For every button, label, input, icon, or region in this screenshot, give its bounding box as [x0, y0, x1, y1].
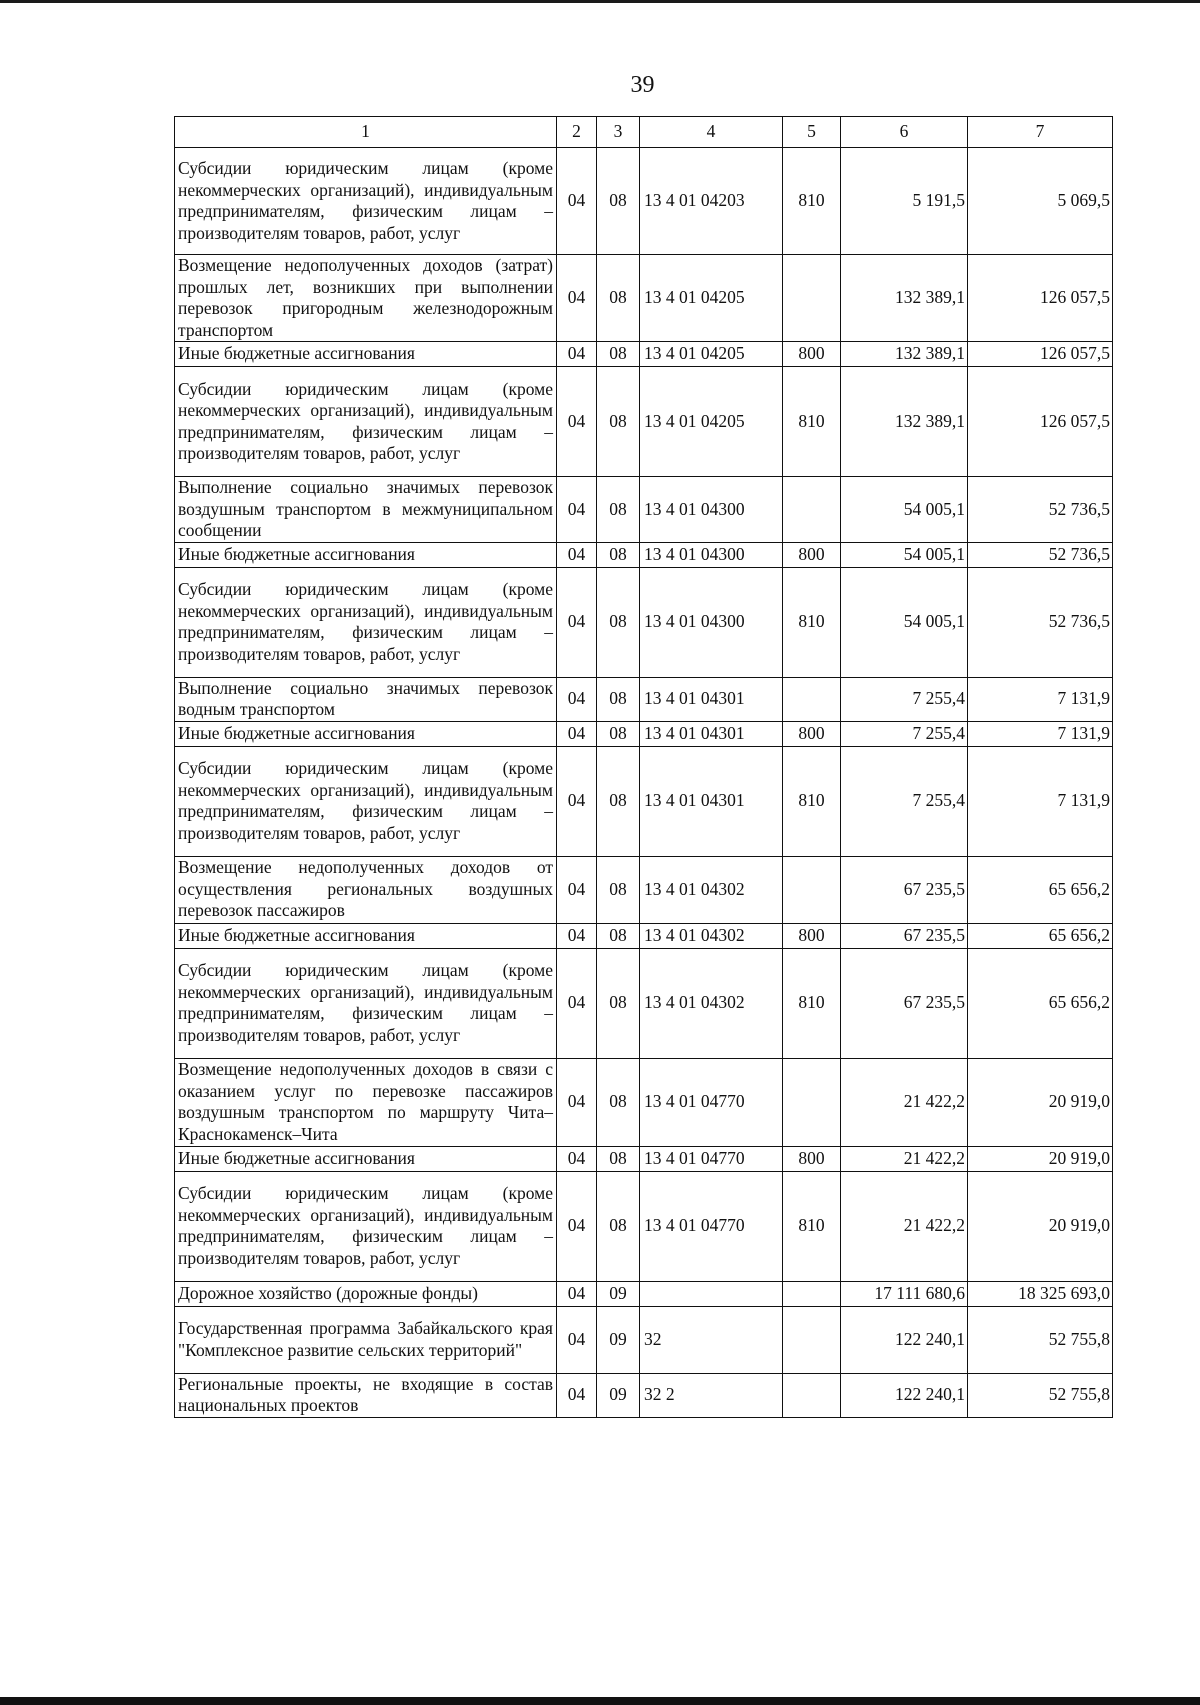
expense-type-cell — [783, 477, 841, 543]
expense-type-cell: 810 — [783, 367, 841, 477]
table-row — [175, 367, 1113, 477]
item-name-cell: Субсидии юридическим лицам (кроме некоммерческих организаций), индивидуальным предпринимателям, физическим лицам – производителям товаров, работ, услуг — [175, 148, 557, 255]
expense-type-cell: 800 — [783, 542, 841, 567]
amount-col7-cell: 52 755,8 — [968, 1306, 1113, 1373]
target-article-cell — [640, 1281, 783, 1306]
item-name-cell: Субсидии юридическим лицам (кроме некоммерческих организаций), индивидуальным предпринимателям, физическим лицам – производителям товаров, работ, услуг — [175, 567, 557, 677]
expense-type-cell: 810 — [783, 1171, 841, 1281]
expense-type-cell: 810 — [783, 746, 841, 856]
item-name-cell: Иные бюджетные ассигнования — [175, 923, 557, 948]
item-name-cell: Выполнение социально значимых перевозок воздушным транспортом в межмуниципальном сообщении — [175, 477, 557, 543]
amount-col6-cell: 67 235,5 — [841, 923, 968, 948]
amount-col6-cell: 122 240,1 — [841, 1306, 968, 1373]
amount-col6-cell: 17 111 680,6 — [841, 1281, 968, 1306]
subsection-code-cell: 08 — [597, 1058, 640, 1146]
amount-col6-cell: 67 235,5 — [841, 948, 968, 1058]
subsection-code-cell: 08 — [597, 923, 640, 948]
subsection-code-cell: 09 — [597, 1281, 640, 1306]
expense-type-cell: 810 — [783, 948, 841, 1058]
column-header: 2 — [557, 117, 597, 148]
target-article-cell: 13 4 01 04302 — [640, 948, 783, 1058]
section-code-cell: 04 — [557, 1281, 597, 1306]
subsection-code-cell: 08 — [597, 542, 640, 567]
section-code-cell: 04 — [557, 1171, 597, 1281]
amount-col6-cell: 21 422,2 — [841, 1146, 968, 1171]
column-header: 6 — [841, 117, 968, 148]
amount-col6-cell: 132 389,1 — [841, 342, 968, 367]
scan-edge-bottom — [0, 1697, 1200, 1705]
column-number-row — [175, 117, 1113, 148]
table-row — [175, 477, 1113, 543]
expense-type-cell — [783, 1373, 841, 1417]
amount-col7-cell: 65 656,2 — [968, 856, 1113, 923]
expense-type-cell: 810 — [783, 148, 841, 255]
section-code-cell: 04 — [557, 342, 597, 367]
amount-col6-cell: 54 005,1 — [841, 477, 968, 543]
table-row — [175, 148, 1113, 255]
item-name-cell: Возмещение недополученных доходов (затрат) прошлых лет, возникших при выполнении перевозок пригородным железнодорожным транспортом — [175, 255, 557, 342]
column-header: 4 — [640, 117, 783, 148]
amount-col7-cell: 20 919,0 — [968, 1058, 1113, 1146]
target-article-cell: 13 4 01 04301 — [640, 721, 783, 746]
section-code-cell: 04 — [557, 1306, 597, 1373]
section-code-cell: 04 — [557, 148, 597, 255]
amount-col6-cell: 21 422,2 — [841, 1171, 968, 1281]
table-row — [175, 567, 1113, 677]
target-article-cell: 13 4 01 04301 — [640, 746, 783, 856]
item-name-cell: Иные бюджетные ассигнования — [175, 721, 557, 746]
amount-col7-cell: 5 069,5 — [968, 148, 1113, 255]
expense-type-cell — [783, 1281, 841, 1306]
expense-type-cell: 800 — [783, 1146, 841, 1171]
amount-col6-cell: 132 389,1 — [841, 255, 968, 342]
table-row — [175, 923, 1113, 948]
amount-col7-cell: 20 919,0 — [968, 1171, 1113, 1281]
item-name-cell: Возмещение недополученных доходов в связи с оказанием услуг по перевозке пассажиров воздушным транспортом по маршруту Чита–Краснокаменск–Чита — [175, 1058, 557, 1146]
subsection-code-cell: 09 — [597, 1373, 640, 1417]
amount-col7-cell: 65 656,2 — [968, 948, 1113, 1058]
target-article-cell: 13 4 01 04300 — [640, 542, 783, 567]
item-name-cell: Субсидии юридическим лицам (кроме некоммерческих организаций), индивидуальным предпринимателям, физическим лицам – производителям товаров, работ, услуг — [175, 1171, 557, 1281]
item-name-cell: Возмещение недополученных доходов от осуществления региональных воздушных перевозок пассажиров — [175, 856, 557, 923]
expense-type-cell: 800 — [783, 721, 841, 746]
expense-type-cell — [783, 856, 841, 923]
amount-col7-cell: 52 736,5 — [968, 567, 1113, 677]
target-article-cell: 13 4 01 04301 — [640, 677, 783, 721]
target-article-cell: 32 2 — [640, 1373, 783, 1417]
section-code-cell: 04 — [557, 948, 597, 1058]
subsection-code-cell: 08 — [597, 1146, 640, 1171]
table-row — [175, 342, 1113, 367]
expense-type-cell — [783, 255, 841, 342]
amount-col7-cell: 7 131,9 — [968, 721, 1113, 746]
target-article-cell: 13 4 01 04770 — [640, 1058, 783, 1146]
amount-col6-cell: 5 191,5 — [841, 148, 968, 255]
expense-type-cell — [783, 677, 841, 721]
section-code-cell: 04 — [557, 677, 597, 721]
amount-col7-cell: 52 736,5 — [968, 477, 1113, 543]
table-row — [175, 948, 1113, 1058]
amount-col6-cell: 7 255,4 — [841, 721, 968, 746]
item-name-cell: Иные бюджетные ассигнования — [175, 342, 557, 367]
subsection-code-cell: 08 — [597, 721, 640, 746]
amount-col7-cell: 52 755,8 — [968, 1373, 1113, 1417]
subsection-code-cell: 08 — [597, 856, 640, 923]
table-row — [175, 255, 1113, 342]
amount-col7-cell: 65 656,2 — [968, 923, 1113, 948]
amount-col7-cell: 126 057,5 — [968, 342, 1113, 367]
column-header: 1 — [175, 117, 557, 148]
section-code-cell: 04 — [557, 1058, 597, 1146]
section-code-cell: 04 — [557, 856, 597, 923]
target-article-cell: 13 4 01 04770 — [640, 1171, 783, 1281]
amount-col6-cell: 54 005,1 — [841, 567, 968, 677]
amount-col6-cell: 21 422,2 — [841, 1058, 968, 1146]
expense-type-cell: 800 — [783, 342, 841, 367]
item-name-cell: Дорожное хозяйство (дорожные фонды) — [175, 1281, 557, 1306]
amount-col7-cell: 18 325 693,0 — [968, 1281, 1113, 1306]
target-article-cell: 13 4 01 04302 — [640, 923, 783, 948]
target-article-cell: 13 4 01 04770 — [640, 1146, 783, 1171]
scan-edge-top — [0, 0, 1200, 3]
item-name-cell: Иные бюджетные ассигнования — [175, 542, 557, 567]
target-article-cell: 32 — [640, 1306, 783, 1373]
column-header: 3 — [597, 117, 640, 148]
section-code-cell: 04 — [557, 1373, 597, 1417]
subsection-code-cell: 08 — [597, 746, 640, 856]
table-row — [175, 746, 1113, 856]
page-number: 39 — [630, 72, 655, 98]
table-row — [175, 1171, 1113, 1281]
item-name-cell: Субсидии юридическим лицам (кроме некоммерческих организаций), индивидуальным предпринимателям, физическим лицам – производителям товаров, работ, услуг — [175, 746, 557, 856]
subsection-code-cell: 08 — [597, 1171, 640, 1281]
section-code-cell: 04 — [557, 721, 597, 746]
expense-type-cell: 810 — [783, 567, 841, 677]
subsection-code-cell: 09 — [597, 1306, 640, 1373]
section-code-cell: 04 — [557, 542, 597, 567]
target-article-cell: 13 4 01 04205 — [640, 342, 783, 367]
target-article-cell: 13 4 01 04203 — [640, 148, 783, 255]
section-code-cell: 04 — [557, 567, 597, 677]
target-article-cell: 13 4 01 04302 — [640, 856, 783, 923]
column-header: 7 — [968, 117, 1113, 148]
amount-col7-cell: 20 919,0 — [968, 1146, 1113, 1171]
section-code-cell: 04 — [557, 923, 597, 948]
amount-col6-cell: 7 255,4 — [841, 746, 968, 856]
subsection-code-cell: 08 — [597, 342, 640, 367]
subsection-code-cell: 08 — [597, 948, 640, 1058]
table-row — [175, 1281, 1113, 1306]
amount-col6-cell: 54 005,1 — [841, 542, 968, 567]
item-name-cell: Субсидии юридическим лицам (кроме некоммерческих организаций), индивидуальным предпринимателям, физическим лицам – производителям товаров, работ, услуг — [175, 948, 557, 1058]
section-code-cell: 04 — [557, 477, 597, 543]
table-row — [175, 1306, 1113, 1373]
subsection-code-cell: 08 — [597, 567, 640, 677]
item-name-cell: Региональные проекты, не входящие в состав национальных проектов — [175, 1373, 557, 1417]
subsection-code-cell: 08 — [597, 677, 640, 721]
subsection-code-cell: 08 — [597, 477, 640, 543]
target-article-cell: 13 4 01 04300 — [640, 477, 783, 543]
target-article-cell: 13 4 01 04205 — [640, 255, 783, 342]
amount-col7-cell: 126 057,5 — [968, 255, 1113, 342]
expense-type-cell — [783, 1058, 841, 1146]
section-code-cell: 04 — [557, 746, 597, 856]
amount-col6-cell: 122 240,1 — [841, 1373, 968, 1417]
table-row — [175, 1146, 1113, 1171]
section-code-cell: 04 — [557, 1146, 597, 1171]
column-header: 5 — [783, 117, 841, 148]
section-code-cell: 04 — [557, 367, 597, 477]
table-row — [175, 721, 1113, 746]
table-row — [175, 856, 1113, 923]
target-article-cell: 13 4 01 04205 — [640, 367, 783, 477]
item-name-cell: Субсидии юридическим лицам (кроме некоммерческих организаций), индивидуальным предпринимателям, физическим лицам – производителям товаров, работ, услуг — [175, 367, 557, 477]
amount-col6-cell: 67 235,5 — [841, 856, 968, 923]
amount-col7-cell: 7 131,9 — [968, 677, 1113, 721]
amount-col6-cell: 7 255,4 — [841, 677, 968, 721]
amount-col6-cell: 132 389,1 — [841, 367, 968, 477]
section-code-cell: 04 — [557, 255, 597, 342]
table-row — [175, 1373, 1113, 1417]
expense-type-cell: 800 — [783, 923, 841, 948]
target-article-cell: 13 4 01 04300 — [640, 567, 783, 677]
item-name-cell: Выполнение социально значимых перевозок водным транспортом — [175, 677, 557, 721]
subsection-code-cell: 08 — [597, 255, 640, 342]
subsection-code-cell: 08 — [597, 148, 640, 255]
item-name-cell: Иные бюджетные ассигнования — [175, 1146, 557, 1171]
budget-table — [174, 116, 1113, 1418]
amount-col7-cell: 52 736,5 — [968, 542, 1113, 567]
table-row — [175, 1058, 1113, 1146]
amount-col7-cell: 126 057,5 — [968, 367, 1113, 477]
expense-type-cell — [783, 1306, 841, 1373]
subsection-code-cell: 08 — [597, 367, 640, 477]
item-name-cell: Государственная программа Забайкальского края "Комплексное развитие сельских территорий" — [175, 1306, 557, 1373]
amount-col7-cell: 7 131,9 — [968, 746, 1113, 856]
table-row — [175, 677, 1113, 721]
table-row — [175, 542, 1113, 567]
